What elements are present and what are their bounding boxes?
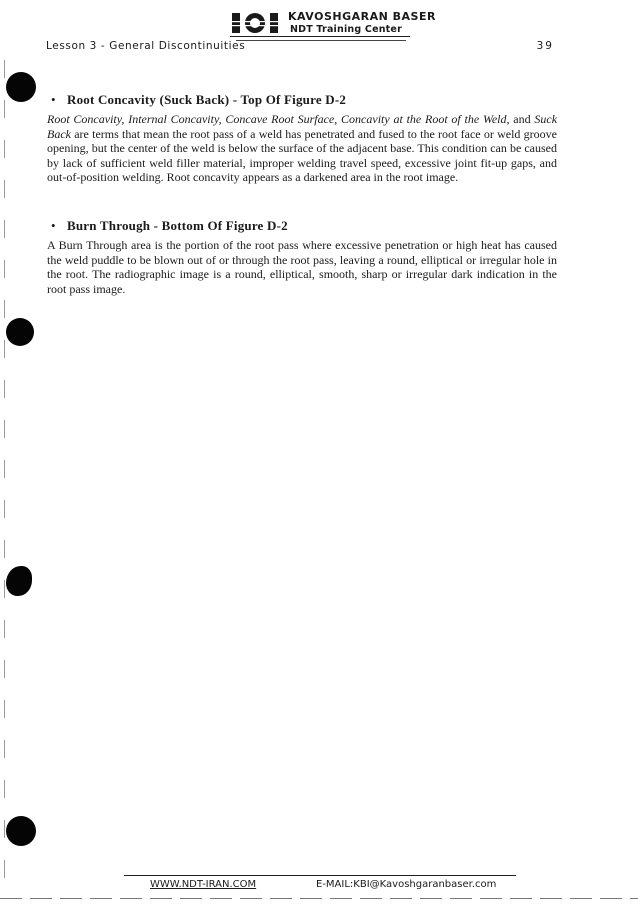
section-heading: [47, 218, 557, 234]
page-number: 39: [536, 40, 554, 52]
footer-rule: [124, 875, 516, 876]
binder-edge-line: [4, 60, 5, 880]
bullet-icon: •: [51, 92, 56, 107]
footer-email: E-MAIL:KBI@Kavoshgaranbaser.com: [316, 879, 497, 890]
term: Root Concavity,: [47, 112, 125, 126]
joiner: and: [509, 112, 535, 126]
heading-text: Burn Through - Bottom Of Figure D-2: [67, 218, 288, 233]
brand-block: [288, 10, 436, 36]
brand-name: KAVOSHGARAN BASER: [288, 10, 436, 23]
heading-text: Root Concavity (Suck Back) - Top Of Figure D-2: [67, 92, 347, 107]
term: Internal Concavity,: [128, 112, 222, 126]
kbi-logo-icon: [230, 11, 284, 35]
term: at the Root of the Weld,: [393, 112, 510, 126]
section-root-concavity: [47, 92, 557, 185]
binder-hole: [6, 72, 36, 102]
term: Concavity: [341, 112, 390, 126]
brand-subtitle: NDT Training Center: [290, 24, 402, 35]
header-rule-secondary: [236, 40, 406, 41]
binder-hole: [6, 318, 34, 346]
section-burn-through: [47, 218, 557, 296]
bullet-icon: •: [51, 218, 56, 233]
lesson-title: Lesson 3 - General Discontinuities: [46, 40, 246, 52]
header-rule: [230, 36, 410, 37]
section-paragraph: [47, 112, 557, 185]
paragraph-rest: are terms that mean the root pass of a weld has penetrated and fused to the root face or weld groove opening, but the center of the weld is below the surface of the adjacent base. This condition can be caused by lack of sufficient weld filler material, improper welding travel speed, excessive joint fit-up gaps, and out-of-position welding. Root concavity appears as a darkened area in the root image.: [47, 126, 557, 185]
binder-hole: [6, 566, 32, 596]
bottom-edge-line: [0, 898, 638, 899]
term: Suck Back: [47, 112, 558, 141]
section-paragraph: A Burn Through area is the portion of the root pass where excessive penetration or high heat has caused the weld puddle to be blown out of or through the root pass, leaving a round, elliptical or irregular hole in the root. The radiographic image is a round, elliptical, smooth, sharp or irregular dark indication in the root pass image.: [47, 238, 557, 296]
term: Concave Root Surface,: [225, 112, 338, 126]
footer-website-link[interactable]: WWW.NDT-IRAN.COM: [150, 879, 257, 890]
binder-hole: [6, 816, 36, 846]
section-heading: [47, 92, 557, 108]
